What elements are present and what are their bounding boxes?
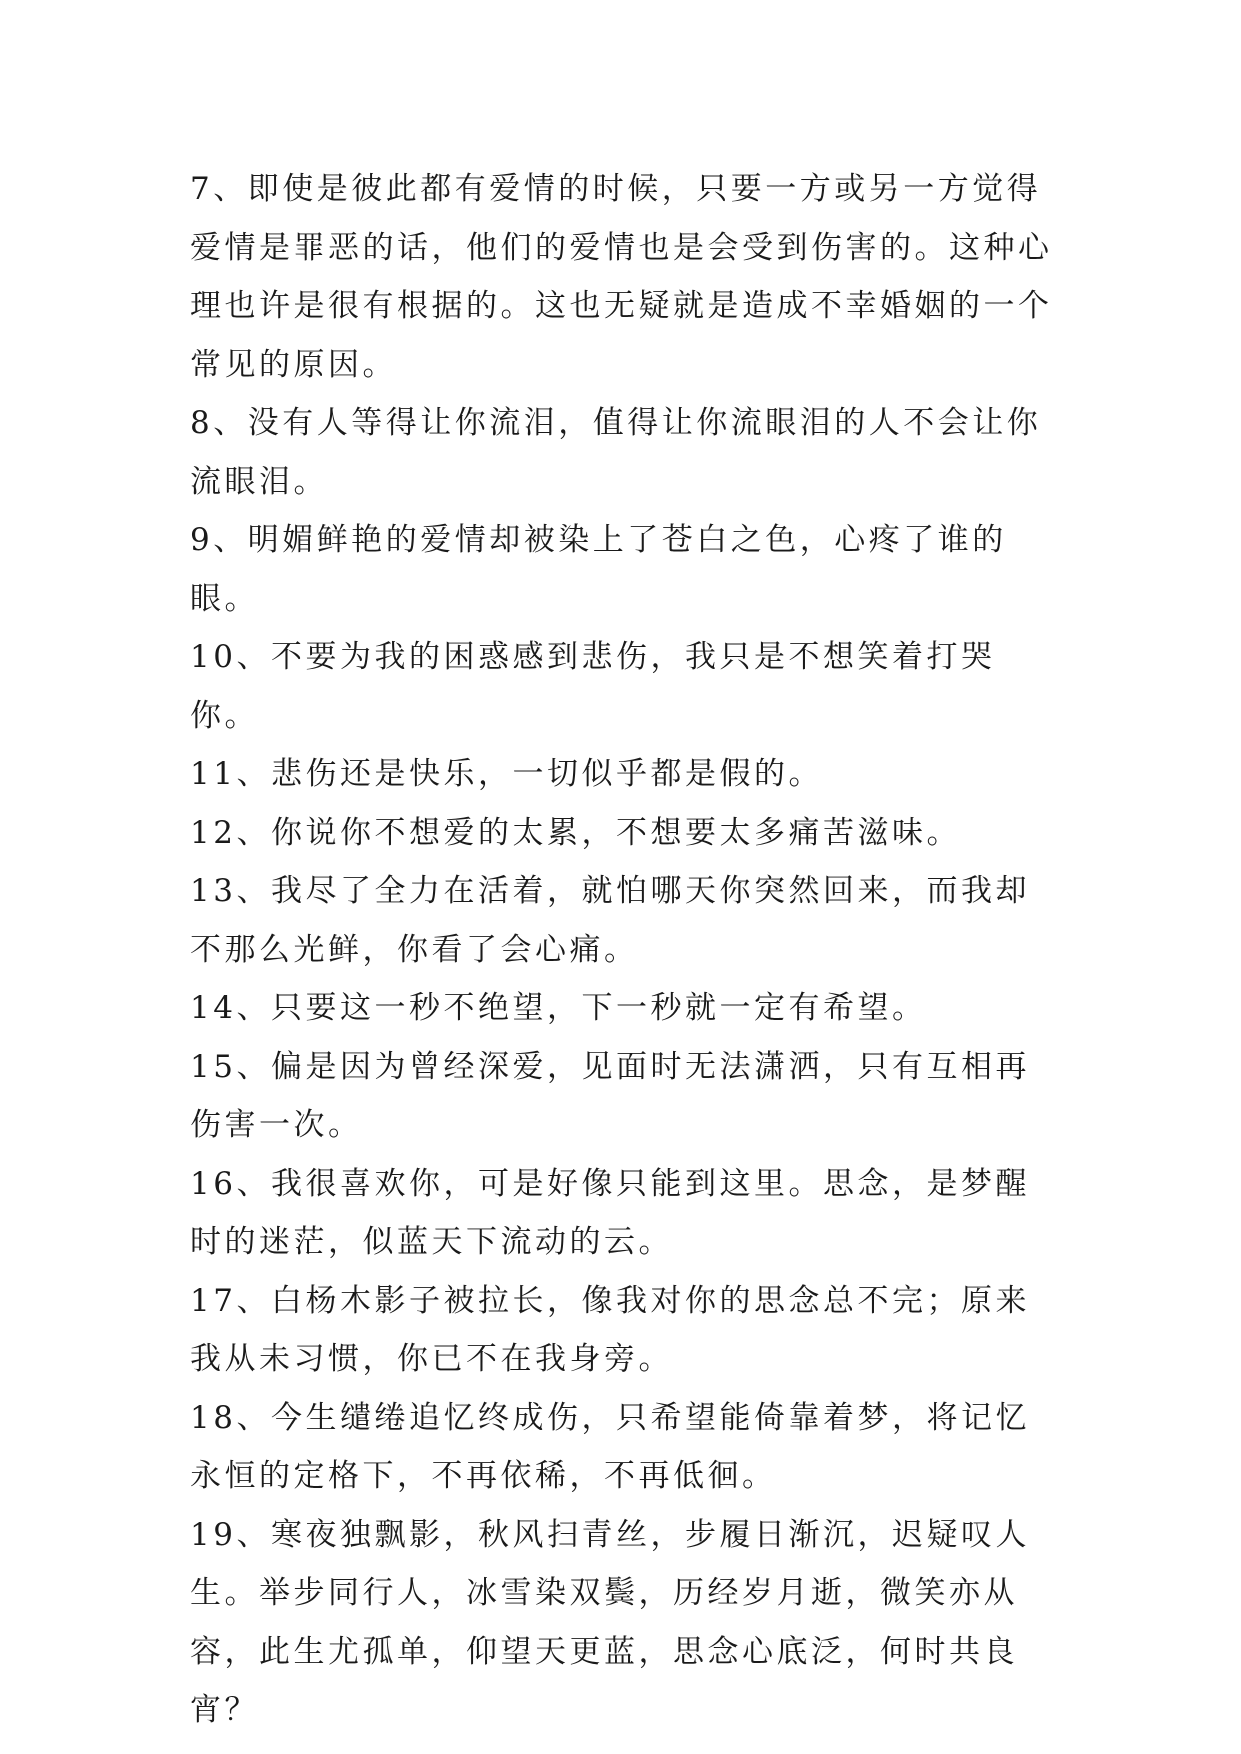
paragraph-15: 15、偏是因为曾经深爱，见面时无法潇洒，只有互相再伤害一次。: [190, 1048, 1030, 1143]
paragraph-14: 14、只要这一秒不绝望，下一秒就一定有希望。: [190, 990, 927, 1026]
paragraph-11: 11、悲伤还是快乐，一切似乎都是假的。: [190, 756, 823, 792]
paragraph-12: 12、你说你不想爱的太累，不想要太多痛苦滋味。: [190, 814, 961, 851]
paragraph-16: 16、我很喜欢你，可是好像只能到这里。思念，是梦醒时的迷茫，似蓝天下流动的云。: [190, 1165, 1030, 1260]
paragraph-10: 10、不要为我的困惑感到悲伤，我只是不想笑着打哭你。: [190, 639, 996, 734]
paragraph-7: 7、即使是彼此都有爱情的时候，只要一方或另一方觉得爱情是罪恶的话，他们的爱情也是会受到伤害的。这种心理也许是很有根据的。这也无疑就是造成不幸婚姻的一个常见的原因。: [190, 171, 1053, 383]
paragraph-19: 19、寒夜独飘影，秋风扫青丝，步履日渐沉，迟疑叹人生。举步同行人，冰雪染双鬓，历经岁月逝，微笑亦从容，此生尤孤单，仰望天更蓝，思念心底泛，何时共良宵？: [190, 1516, 1030, 1728]
paragraph-17: 17、白杨木影子被拉长，像我对你的思念总不完；原来我从未习惯，你已不在我身旁。: [190, 1282, 1030, 1377]
paragraph-8: 8、没有人等得让你流泪，值得让你流眼泪的人不会让你流眼泪。: [190, 405, 1042, 500]
paragraph-9: 9、明媚鲜艳的爱情却被染上了苍白之色，心疼了谁的眼。: [190, 522, 1007, 617]
paragraph-13: 13、我尽了全力在活着，就怕哪天你突然回来，而我却不那么光鲜，你看了会心痛。: [190, 873, 1030, 968]
paragraph-18: 18、今生缱绻追忆终成伤，只希望能倚靠着梦，将记忆永恒的定格下，不再依稀，不再低徊。: [190, 1399, 1030, 1494]
document-body: [190, 160, 1060, 1740]
